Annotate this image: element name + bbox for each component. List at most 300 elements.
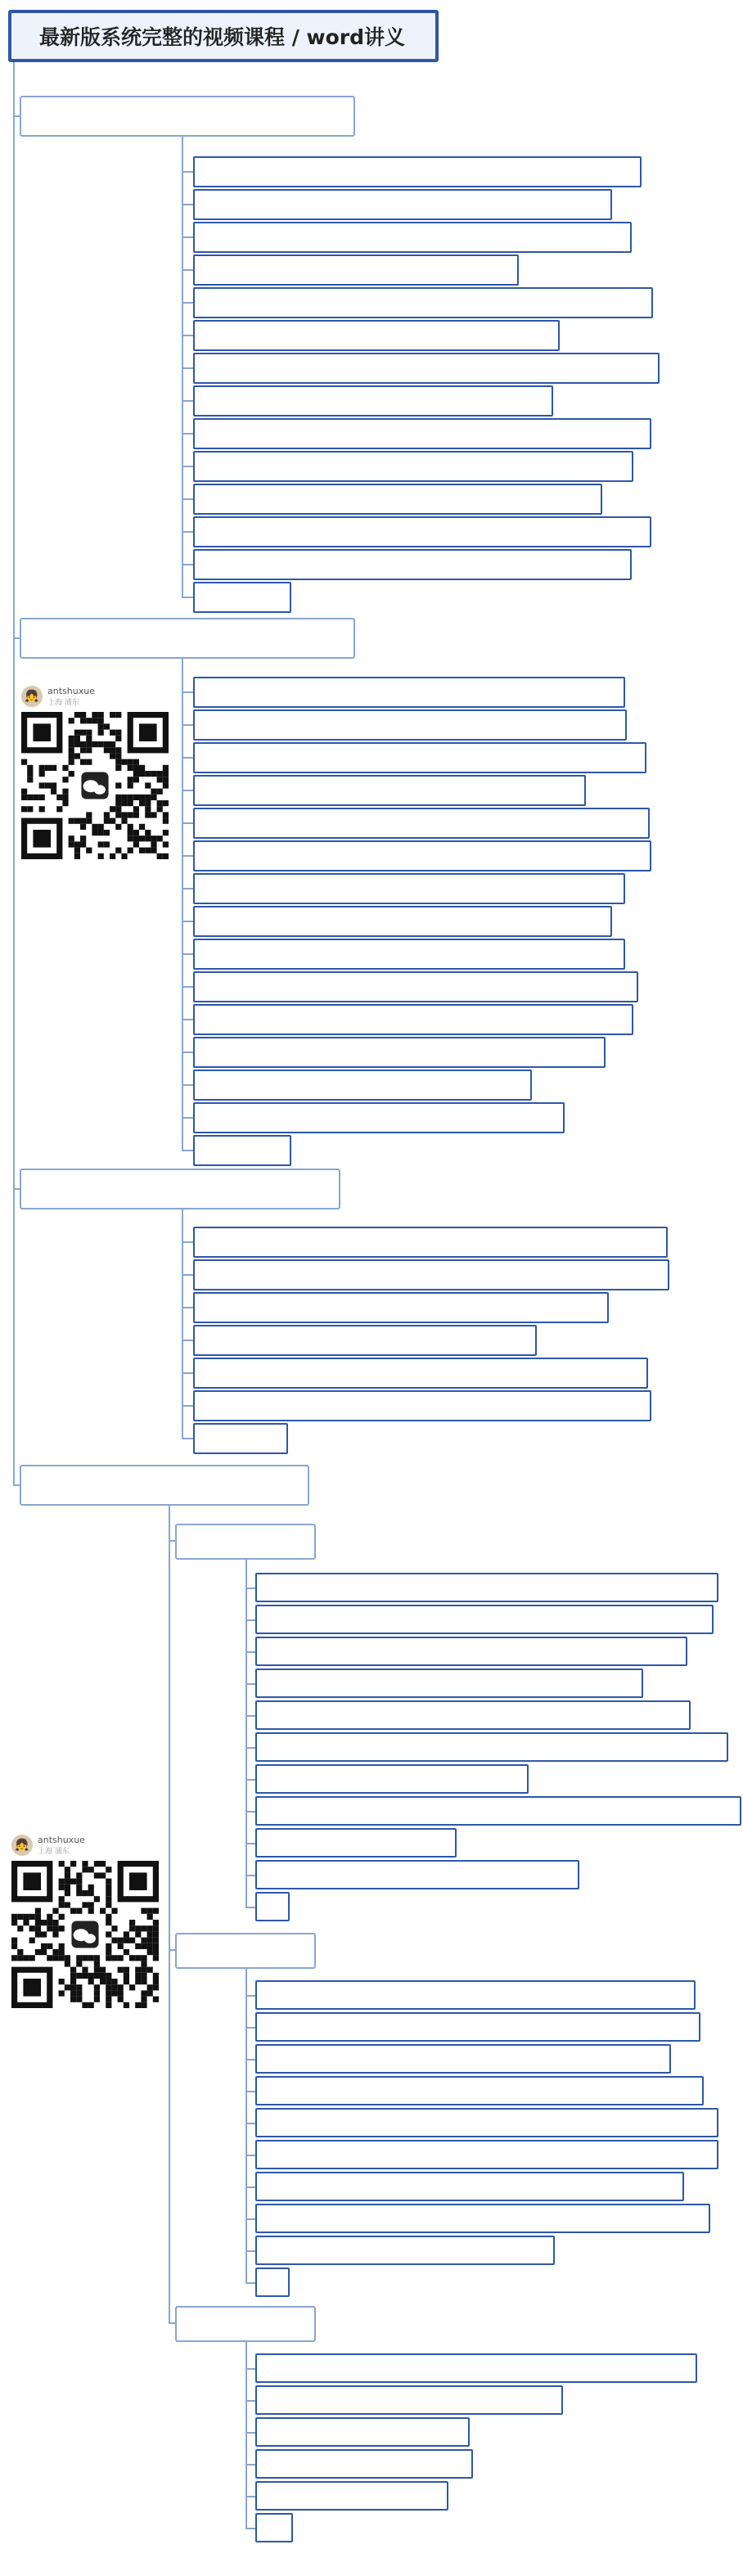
qr-module	[17, 1949, 23, 1955]
qr-module	[133, 806, 139, 812]
qr-module	[163, 800, 169, 806]
qr-module	[27, 765, 33, 771]
section-3-item[interactable]	[193, 1358, 648, 1389]
qr-module	[151, 835, 156, 841]
qr-module	[106, 1920, 111, 1925]
qr-module	[80, 730, 86, 736]
qr-module	[69, 736, 74, 741]
qr-module	[80, 741, 86, 747]
qr-module	[45, 765, 51, 771]
qr-module	[135, 2002, 141, 2008]
item-connector	[182, 433, 193, 435]
qr-module	[145, 848, 151, 853]
qr-module	[74, 736, 80, 741]
qr-module	[82, 1973, 88, 1979]
item-connector	[245, 1843, 255, 1844]
qr-module	[115, 782, 121, 788]
qr-module	[141, 1979, 146, 1984]
section-word-label[interactable]	[20, 1465, 309, 1506]
section-2-label[interactable]	[20, 618, 355, 659]
qr-module	[141, 1967, 146, 1973]
qr-module	[157, 853, 163, 859]
word-branch-line	[169, 1506, 170, 2324]
qr-module	[35, 1949, 41, 1955]
qr-module	[106, 1890, 111, 1896]
qr-module	[163, 853, 169, 859]
qr-module	[52, 1925, 58, 1931]
group-2-item[interactable]	[255, 2236, 555, 2265]
qr-module	[70, 1967, 76, 1973]
qr-module	[133, 777, 139, 782]
qr-module	[82, 1890, 88, 1896]
section-1-item[interactable]	[193, 516, 651, 547]
qr-module	[128, 812, 133, 817]
qr-module	[115, 730, 121, 736]
qr-module	[133, 830, 139, 835]
qr-module	[128, 848, 133, 853]
qr-module	[106, 1902, 111, 1907]
qr-module	[41, 1943, 47, 1949]
section-2-item[interactable]	[193, 1102, 565, 1133]
qr-module	[118, 1990, 124, 1996]
qr-module	[100, 1967, 106, 1973]
qr-module	[153, 1931, 159, 1937]
qr-module	[106, 1997, 111, 2002]
qr-finder-pattern	[129, 1872, 147, 1890]
qr-module	[94, 1955, 100, 1961]
section-2-item[interactable]	[193, 709, 627, 741]
section-1-item[interactable]	[193, 582, 291, 613]
group-3-item[interactable]	[255, 2513, 293, 2542]
qr-module	[94, 1967, 100, 1973]
qr-module	[121, 759, 127, 765]
qr-module	[145, 771, 151, 777]
group-1-item[interactable]	[255, 1892, 290, 1921]
qr-module	[106, 1979, 111, 1984]
item-connector	[182, 564, 193, 565]
qr-module	[70, 1984, 76, 1990]
qr-module	[59, 1979, 65, 1984]
item-connector	[245, 2282, 255, 2284]
qr-module	[147, 1938, 153, 1943]
qr-module	[147, 1914, 153, 1920]
group-2-item[interactable]	[255, 1980, 696, 2010]
qr-module	[86, 812, 92, 817]
qr-module	[163, 777, 169, 782]
qr-module	[153, 1997, 159, 2002]
qr-module	[69, 835, 74, 841]
qr-module	[163, 818, 169, 824]
group-2-item[interactable]	[255, 2108, 718, 2137]
qr-module	[106, 1914, 111, 1920]
item-connector	[182, 888, 193, 889]
group-2-item[interactable]	[255, 2204, 710, 2233]
qr-module	[110, 818, 115, 824]
qr-module	[141, 2002, 146, 2008]
qr-module	[141, 1925, 146, 1931]
item-connector	[182, 1241, 193, 1243]
qr-module	[98, 723, 104, 729]
qr-module	[74, 741, 80, 747]
qr-module	[41, 1949, 47, 1955]
section-1-item[interactable]	[193, 418, 651, 449]
qr-module	[98, 712, 104, 718]
section-2-item[interactable]	[193, 906, 612, 937]
section-2-item[interactable]	[193, 677, 625, 708]
qr-module	[74, 848, 80, 853]
qr-module	[98, 718, 104, 723]
group-3-item[interactable]	[255, 2417, 470, 2447]
section-2-item[interactable]	[193, 1135, 291, 1166]
qr-module	[39, 771, 45, 777]
item-connector	[182, 400, 193, 402]
qr-module	[104, 812, 110, 817]
section-1-item[interactable]	[193, 549, 632, 580]
section-2-item[interactable]	[193, 1070, 532, 1101]
qr-module	[11, 1920, 17, 1925]
wechat-bubble-icon	[94, 785, 106, 795]
item-connector	[182, 1405, 193, 1407]
group-1-item[interactable]	[255, 1828, 457, 1858]
group-1-item[interactable]	[255, 1605, 714, 1634]
item-connector	[182, 822, 193, 824]
qr-module	[135, 1979, 141, 1984]
qr-module	[133, 841, 139, 847]
group-1-item[interactable]	[255, 1700, 691, 1730]
qr-module	[129, 1920, 135, 1925]
group-2-item[interactable]	[255, 2012, 700, 2042]
qr-module	[124, 1979, 129, 1984]
section-2-item[interactable]	[193, 840, 651, 871]
section-3-item[interactable]	[193, 1390, 651, 1421]
group-1-item[interactable]	[255, 1796, 741, 1826]
item-connector	[182, 691, 193, 693]
qr-finder-pattern	[33, 723, 51, 741]
group-branch-line	[245, 2342, 247, 2528]
qr-module	[59, 1861, 65, 1867]
qr-module	[145, 806, 151, 812]
qr-module	[145, 800, 151, 806]
qr-module	[153, 1949, 159, 1955]
qr-module	[163, 765, 169, 771]
qr-module	[157, 800, 163, 806]
group-1-item[interactable]	[255, 1732, 728, 1762]
qr-module	[106, 1867, 111, 1872]
section-2-item[interactable]	[193, 808, 650, 839]
qr-module	[29, 1914, 35, 1920]
qr-module	[104, 741, 110, 747]
group-2-item[interactable]	[255, 2076, 704, 2105]
qr-module	[80, 718, 86, 723]
qr-finder-pattern	[139, 723, 157, 741]
qr-module	[106, 1973, 111, 1979]
qr-module	[118, 1997, 124, 2002]
qr-module	[74, 853, 80, 859]
section-1-item[interactable]	[193, 385, 553, 417]
qr-module	[104, 841, 110, 847]
group-2-label[interactable]	[175, 1933, 316, 1969]
trunk-line	[13, 62, 15, 1486]
section-1-item[interactable]	[193, 254, 519, 286]
qr-module	[100, 1908, 106, 1914]
qr-module	[121, 800, 127, 806]
page-title: 最新版系统完整的视频课程 / word讲义	[8, 10, 439, 62]
qr-module	[88, 1955, 94, 1961]
qr-module	[139, 835, 145, 841]
section-2-item[interactable]	[193, 775, 586, 806]
group-3-item[interactable]	[255, 2449, 473, 2479]
qr-code-icon	[11, 1861, 159, 2008]
qr-module	[74, 753, 80, 759]
qr-module	[115, 747, 121, 753]
section-3-item[interactable]	[193, 1292, 609, 1323]
qr-module	[110, 853, 115, 859]
group-2-item[interactable]	[255, 2268, 290, 2297]
qr-module	[124, 2002, 129, 2008]
qr-module	[129, 1938, 135, 1943]
qr-module	[104, 830, 110, 835]
group-branch-line	[245, 1560, 247, 1907]
qr-module	[76, 1885, 82, 1890]
qr-module	[129, 1984, 135, 1990]
group-2-item[interactable]	[255, 2044, 671, 2074]
item-connector	[182, 466, 193, 467]
section-3-label[interactable]	[20, 1169, 340, 1209]
item-connector	[182, 1372, 193, 1374]
qr-module	[80, 824, 86, 830]
qr-module	[147, 1943, 153, 1949]
qr-module	[88, 1885, 94, 1890]
section-1-item[interactable]	[193, 484, 602, 515]
qr-module	[129, 1955, 135, 1961]
qr-module	[153, 1943, 159, 1949]
qr-module	[115, 765, 121, 771]
qr-module	[128, 782, 133, 788]
qr-module	[47, 1914, 52, 1920]
qr-module	[51, 765, 56, 771]
qr-module	[86, 759, 92, 765]
qr-module	[157, 835, 163, 841]
qr-module	[86, 818, 92, 824]
group-1-item[interactable]	[255, 1637, 687, 1666]
qr-module	[118, 1943, 124, 1949]
item-connector	[245, 2123, 255, 2124]
qr-module	[11, 1938, 17, 1943]
qr-module	[153, 1925, 159, 1931]
qr-module	[121, 853, 127, 859]
group-2-item[interactable]	[255, 2172, 684, 2201]
qr-module	[104, 818, 110, 824]
item-connector	[182, 1052, 193, 1053]
qr-module	[111, 1955, 117, 1961]
group-1-item[interactable]	[255, 1860, 579, 1889]
qr-module	[129, 1925, 135, 1931]
qr-module	[145, 795, 151, 800]
qr-module	[80, 759, 86, 765]
qr-module	[86, 747, 92, 753]
section-3-item[interactable]	[193, 1423, 288, 1454]
qr-module	[62, 765, 68, 771]
qr-module	[147, 1949, 153, 1955]
section-1-item[interactable]	[193, 156, 642, 187]
qr-module	[88, 1973, 94, 1979]
qr-module	[94, 1973, 100, 1979]
qr-module	[11, 1955, 17, 1961]
section-2-item[interactable]	[193, 1004, 633, 1035]
qr-module	[110, 753, 115, 759]
group-2-item[interactable]	[255, 2140, 718, 2169]
group-3-item[interactable]	[255, 2385, 563, 2415]
qr-module	[70, 1861, 76, 1867]
qr-module	[115, 824, 121, 830]
qr-module	[151, 789, 156, 795]
qr-module	[153, 1938, 159, 1943]
qr-module	[88, 1867, 94, 1872]
item-connector	[182, 1274, 193, 1276]
qr-module	[47, 1943, 52, 1949]
qr-module	[80, 841, 86, 847]
qr-module	[69, 741, 74, 747]
qr-module	[128, 759, 133, 765]
qr-module	[111, 1984, 117, 1990]
qr-module	[106, 1984, 111, 1990]
qr-module	[98, 741, 104, 747]
qr-module	[139, 771, 145, 777]
item-connector	[245, 2091, 255, 2092]
qr-module	[106, 1955, 111, 1961]
item-connector	[245, 1779, 255, 1781]
qr-module	[106, 1896, 111, 1902]
qr-module	[100, 1979, 106, 1984]
qr-module	[35, 1908, 41, 1914]
section-2-item[interactable]	[193, 939, 625, 970]
qr-module	[76, 1961, 82, 1966]
section-1-label[interactable]	[20, 96, 355, 137]
item-connector	[182, 1117, 193, 1119]
qr-module	[128, 835, 133, 841]
section-3-item[interactable]	[193, 1227, 668, 1258]
qr-module	[151, 848, 156, 853]
qr-module	[76, 1984, 82, 1990]
profile-name: antshuxue	[38, 1834, 85, 1845]
qr-module	[39, 806, 45, 812]
group-1-item[interactable]	[255, 1669, 643, 1698]
item-connector	[245, 1587, 255, 1589]
qr-module	[124, 1938, 129, 1943]
section-3-item[interactable]	[193, 1325, 537, 1356]
qr-module	[59, 1949, 65, 1955]
group-branch-line	[245, 1969, 247, 2282]
qr-module	[163, 841, 169, 847]
qr-module	[115, 848, 121, 853]
section-1-item[interactable]	[193, 222, 632, 253]
qr-module	[141, 1943, 146, 1949]
qr-module	[163, 771, 169, 777]
qr-module	[62, 800, 68, 806]
qr-module	[133, 759, 139, 765]
group-1-label[interactable]	[175, 1524, 316, 1560]
qr-module	[121, 812, 127, 817]
qr-module	[65, 1984, 70, 1990]
section-1-item[interactable]	[193, 353, 660, 384]
qr-module	[94, 1997, 100, 2002]
qr-module	[94, 1896, 100, 1902]
section-2-item[interactable]	[193, 1037, 606, 1068]
qr-module	[35, 1920, 41, 1925]
section-1-item[interactable]	[193, 287, 653, 318]
qr-module	[17, 1955, 23, 1961]
qr-module	[157, 789, 163, 795]
group-1-item[interactable]	[255, 1573, 718, 1602]
qr-module	[82, 1867, 88, 1872]
section-2-item[interactable]	[193, 873, 625, 904]
group-3-item[interactable]	[255, 2481, 448, 2511]
group-3-label[interactable]	[175, 2306, 316, 2342]
section-2-item[interactable]	[193, 742, 646, 773]
qr-module	[92, 712, 97, 718]
qr-module	[106, 1879, 111, 1885]
qr-module	[65, 1879, 70, 1885]
qr-module	[111, 1990, 117, 1996]
qr-module	[69, 771, 74, 777]
item-connector	[182, 498, 193, 500]
qr-module	[88, 1902, 94, 1907]
section-1-item[interactable]	[193, 189, 612, 220]
qr-module	[92, 718, 97, 723]
item-connector	[245, 2432, 255, 2434]
qr-module	[47, 1955, 52, 1961]
qr-module	[21, 759, 27, 765]
qr-module	[153, 1920, 159, 1925]
section-3-item[interactable]	[193, 1259, 669, 1290]
qr-module	[124, 1973, 129, 1979]
qr-module	[145, 830, 151, 835]
qr-module	[100, 1861, 106, 1867]
qr-module	[27, 777, 33, 782]
qr-module	[145, 812, 151, 817]
qr-module	[86, 741, 92, 747]
section-1-item[interactable]	[193, 451, 633, 482]
qr-module	[76, 1997, 82, 2002]
avatar: 👧	[21, 686, 43, 707]
qr-module	[110, 747, 115, 753]
section-1-item[interactable]	[193, 320, 560, 351]
qr-module	[69, 759, 74, 765]
qr-module	[70, 1979, 76, 1984]
item-connector	[245, 1875, 255, 1876]
item-connector	[182, 302, 193, 304]
qr-module	[145, 782, 151, 788]
qr-module	[69, 747, 74, 753]
group-3-item[interactable]	[255, 2353, 697, 2383]
qr-module	[139, 824, 145, 830]
group-1-item[interactable]	[255, 1764, 529, 1794]
section-2-item[interactable]	[193, 971, 638, 1002]
qr-module	[69, 818, 74, 824]
qr-module	[157, 771, 163, 777]
qr-module	[118, 1938, 124, 1943]
qr-module	[74, 818, 80, 824]
item-connector	[245, 2059, 255, 2060]
qr-module	[39, 765, 45, 771]
item-connector	[245, 2027, 255, 2029]
qr-module	[106, 1949, 111, 1955]
avatar: 👧	[11, 1835, 33, 1856]
qr-module	[147, 1908, 153, 1914]
qr-module	[98, 730, 104, 736]
qr-module	[135, 1973, 141, 1979]
qr-module	[115, 806, 121, 812]
